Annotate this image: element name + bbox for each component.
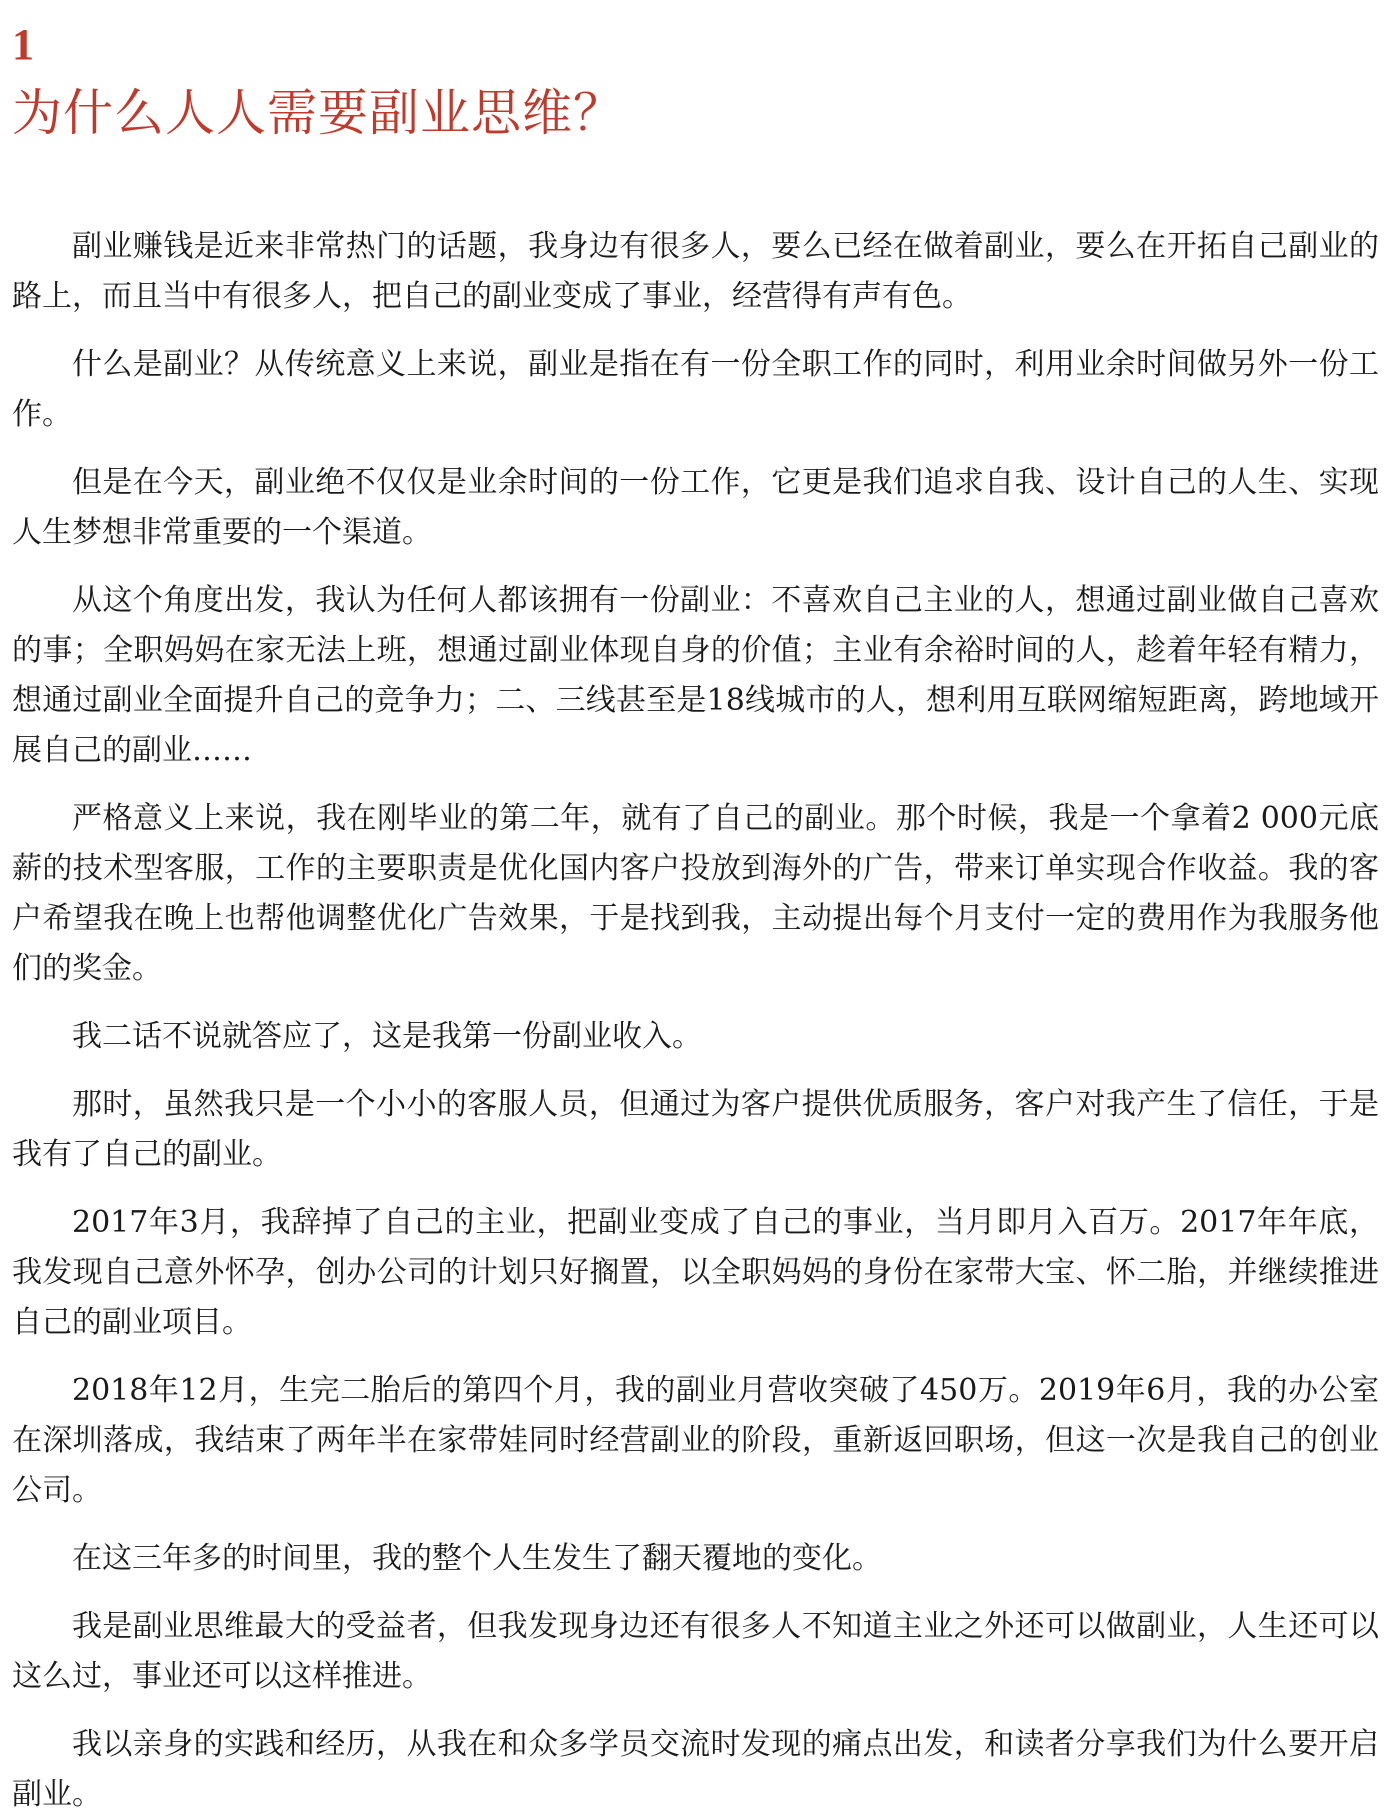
body-text: [12, 222, 1379, 1820]
paragraph: 从这个角度出发，我认为任何人都该拥有一份副业：不喜欢自己主业的人，想通过副业做自己喜欢的事；全职妈妈在家无法上班，想通过副业体现自身的价值；主业有余裕时间的人，趁着年轻有精力，想通过副业全面提升自己的竞争力；二、三线甚至是18线城市的人，想利用互联网缩短距离，跨地域开展自己的副业……: [12, 583, 1379, 768]
paragraph: 严格意义上来说，我在刚毕业的第二年，就有了自己的副业。那个时候，我是一个拿着2 000元底薪的技术型客服，工作的主要职责是优化国内客户投放到海外的广告，带来订单实现合作收益。我的客户希望我在晚上也帮他调整优化广告效果，于是找到我，主动提出每个月支付一定的费用作为我服务他们的奖金。: [12, 801, 1379, 986]
paragraph: 我以亲身的实践和经历，从我在和众多学员交流时发现的痛点出发，和读者分享我们为什么要开启副业。: [12, 1727, 1379, 1812]
paragraph: 什么是副业？从传统意义上来说，副业是指在有一份全职工作的同时，利用业余时间做另外一份工作。: [12, 347, 1379, 432]
paragraph: 我二话不说就答应了，这是我第一份副业收入。: [72, 1019, 702, 1054]
paragraph: 副业赚钱是近来非常热门的话题，我身边有很多人，要么已经在做着副业，要么在开拓自己副业的路上，而且当中有很多人，把自己的副业变成了事业，经营得有声有色。: [12, 229, 1379, 314]
paragraph: 2018年12月，生完二胎后的第四个月，我的副业月营收突破了450万。2019年6月，我的办公室在深圳落成，我结束了两年半在家带娃同时经营副业的阶段，重新返回职场，但这一次是我自己的创业公司。: [12, 1373, 1379, 1508]
paragraph: 那时，虽然我只是一个小小的客服人员，但通过为客户提供优质服务，客户对我产生了信任，于是我有了自己的副业。: [12, 1087, 1379, 1172]
paragraph: 在这三年多的时间里，我的整个人生发生了翻天覆地的变化。: [72, 1541, 882, 1576]
paragraph: 2017年3月，我辞掉了自己的主业，把副业变成了自己的事业，当月即月入百万。2017年年底，我发现自己意外怀孕，创办公司的计划只好搁置，以全职妈妈的身份在家带大宝、怀二胎，并继续推进自己的副业项目。: [12, 1205, 1379, 1340]
paragraph: 但是在今天，副业绝不仅仅是业余时间的一份工作，它更是我们追求自我、设计自己的人生、实现人生梦想非常重要的一个渠道。: [12, 465, 1379, 550]
chapter-title: 为什么人人需要副业思维？: [12, 84, 624, 142]
chapter-number: 1: [12, 20, 34, 69]
paragraph: 我是副业思维最大的受益者，但我发现身边还有很多人不知道主业之外还可以做副业，人生还可以这么过，事业还可以这样推进。: [12, 1609, 1379, 1694]
